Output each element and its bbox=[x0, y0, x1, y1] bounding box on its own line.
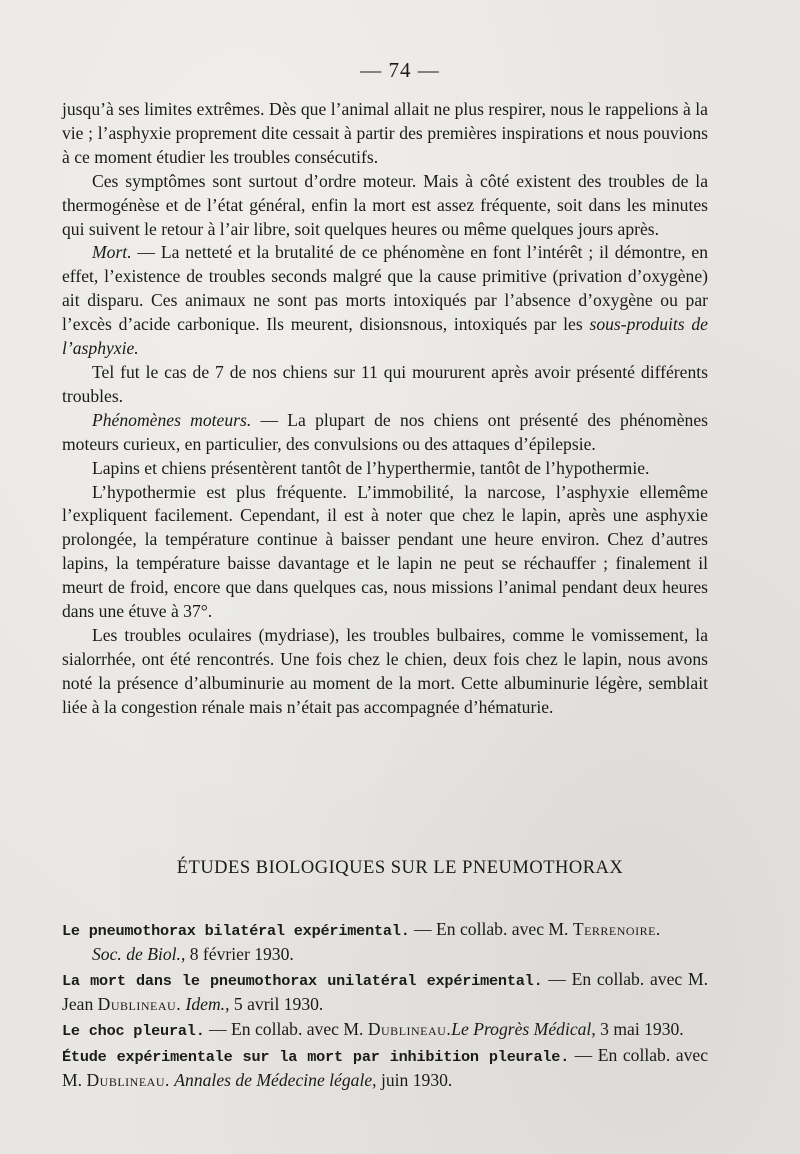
reference-collab: — En collab. avec M. bbox=[204, 1018, 368, 1039]
reference-journal: Annales de Médecine légale bbox=[174, 1070, 373, 1091]
reference-date: , 5 avril 1930. bbox=[225, 994, 324, 1015]
paragraph-4: Tel fut le cas de 7 de nos chiens sur 11 qui moururent après avoir présenté différents troubles. bbox=[62, 361, 708, 406]
reference-title: Étude expérimentale sur la mort par inhibition pleurale. bbox=[62, 1048, 570, 1067]
reference-author: Terrenoire. bbox=[572, 919, 661, 939]
page-number: — 74 — bbox=[360, 58, 440, 82]
reference-item bbox=[62, 1018, 708, 1043]
paragraph-7: L’hypothermie est plus fréquente. L’immobilité, la narcose, l’asphyxie ellemême l’expliquent facilement. Cependant, il est à noter que chez le lapin, après une asphyxie prolongée, la température continue à baisser pendant une heure environ. Chez d’autres lapins, la température baisse davantage et le lapin ne peut se réchauffer ; finalement il meurt de froid, encore que dans quelques cas, nous missions l’animal pendant deux heures dans une étuve à 37°. bbox=[62, 481, 708, 622]
paragraph-3-label: Mort. bbox=[92, 242, 132, 263]
paragraph-5 bbox=[62, 409, 708, 457]
body-text bbox=[62, 98, 708, 720]
reference-list bbox=[62, 918, 708, 1094]
reference-journal: Idem. bbox=[185, 994, 226, 1015]
reference-author: Dublineau. bbox=[97, 994, 182, 1015]
reference-date: , 8 février 1930. bbox=[180, 944, 294, 965]
reference-title: La mort dans le pneumothorax unilatéral expérimental. bbox=[62, 971, 543, 990]
paragraph-2: Ces symptômes sont surtout d’ordre moteur. Mais à côté existent des troubles de la thermogénèse et de l’état général, enfin la mort est assez fréquente, soit dans les minutes qui suivent le retour à l’air libre, soit quelques heures ou même quelques jours après. bbox=[62, 170, 708, 239]
paragraph-5-text: — La plupart de nos chiens ont présenté des phénomènes moteurs curieux, en particulier, des convulsions ou des attaques d’épilepsie. bbox=[62, 409, 708, 454]
paragraph-3-italic: sous-produits de l’asphyxie. bbox=[62, 314, 708, 359]
reference-collab: — En collab. avec M. Jean bbox=[62, 968, 708, 1015]
section-title: ÉTUDES BIOLOGIQUES SUR LE PNEUMOTHORAX bbox=[176, 858, 624, 878]
reference-item bbox=[62, 968, 708, 1017]
reference-date: , 3 mai 1930. bbox=[591, 1018, 684, 1039]
reference-author: Dublineau. bbox=[367, 1018, 452, 1039]
reference-source bbox=[62, 944, 294, 964]
reference-collab: — En collab. avec M. bbox=[409, 919, 573, 939]
reference-date: , juin 1930. bbox=[372, 1070, 453, 1091]
reference-item bbox=[62, 1044, 708, 1093]
reference-author: Dublineau. bbox=[86, 1070, 170, 1091]
paragraph-3 bbox=[62, 241, 708, 361]
paragraph-6: Lapins et chiens présentèrent tantôt de l’hyperthermie, tantôt de l’hypothermie. bbox=[92, 457, 650, 478]
paragraph-1: jusqu’à ses limites extrêmes. Dès que l’animal allait ne plus respirer, nous le rappelions à la vie ; l’asphyxie proprement dite cessait à partir des premières inspirations et nous pouvions à ce moment étudier les troubles consécutifs. bbox=[62, 99, 708, 167]
reference-title: Le choc pleural. bbox=[62, 1021, 205, 1040]
reference-journal: Le Progrès Médical bbox=[451, 1018, 592, 1039]
paragraph-3-text: — La netteté et la brutalité de ce phénomène en font l’intérêt ; il démontre, en effet, l’existence de troubles seconds malgré que la cause primitive (privation d’oxygène) ait disparu. Ces animaux ne sont pas morts intoxiqués par l’absence d’oxygène ou par l’excès d’acide carbonique. Ils meurent, disionsnous, intoxiqués par les bbox=[62, 242, 708, 335]
reference-item bbox=[62, 918, 708, 967]
reference-collab: — En collab. avec M. bbox=[62, 1045, 709, 1091]
paragraph-8: Les troubles oculaires (mydriase), les troubles bulbaires, comme le vomissement, la sialorrhée, ont été rencontrés. Une fois chez le chien, deux fois chez le lapin, nous avons noté la présence d’albuminurie au moment de la mort. Cette albuminurie légère, semblait liée à la congestion rénale mais n’était pas accompagnée d’hématurie. bbox=[62, 624, 708, 717]
paragraph-5-label: Phénomènes moteurs. bbox=[92, 409, 252, 430]
reference-journal: Soc. de Biol. bbox=[92, 944, 181, 965]
reference-title: Le pneumothorax bilatéral expérimental. bbox=[62, 922, 410, 940]
